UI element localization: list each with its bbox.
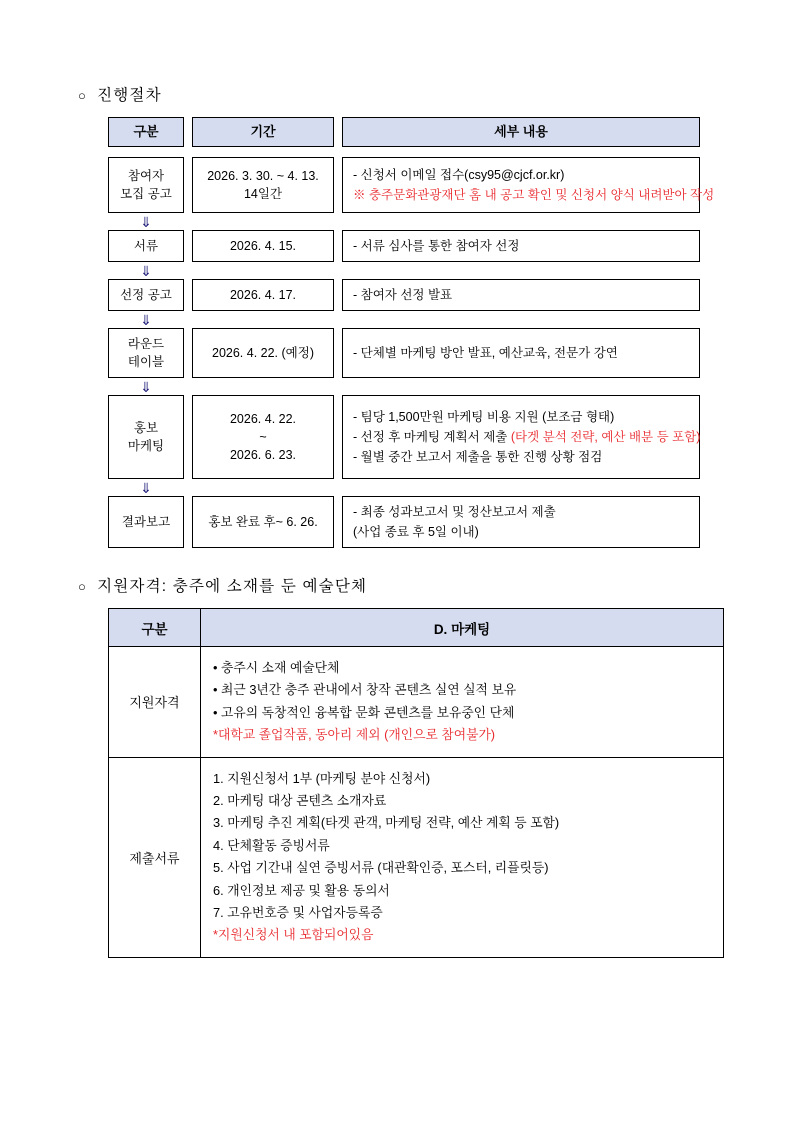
- list-item: 6. 개인정보 제공 및 활용 동의서: [213, 882, 390, 898]
- list-item: • 고유의 독창적인 융복합 문화 콘텐츠를 보유중인 단체: [213, 704, 515, 720]
- process-period-line: 2026. 4. 22.: [229, 411, 297, 426]
- process-step-column: [108, 395, 184, 496]
- process-period-cell: [192, 496, 334, 548]
- process-table: [108, 117, 723, 548]
- process-row: [108, 328, 723, 395]
- process-step-label: 결과보고: [121, 514, 171, 529]
- process-step-cell: [108, 279, 184, 311]
- process-detail-cell: [342, 157, 715, 213]
- process-step-cell: [108, 395, 184, 479]
- content-list: [213, 657, 711, 747]
- process-table-header-row: [108, 117, 723, 147]
- process-step-label: 홍보: [133, 420, 159, 435]
- process-detail-line: - 월별 중간 보고서 제출을 통한 진행 상황 점검: [353, 450, 603, 465]
- process-period-line: 2026. 4. 17.: [229, 287, 297, 302]
- down-arrow-icon: ⇓: [140, 479, 152, 496]
- row-content-cell: [201, 757, 724, 957]
- list-item: *지원신청서 내 포함되어있음: [213, 927, 374, 943]
- process-detail-cell: [342, 279, 700, 311]
- process-period-line: 2026. 4. 22. (예정): [212, 345, 314, 360]
- process-step-label: 모집 공고: [120, 187, 172, 201]
- section-title: 진행절차: [97, 87, 162, 104]
- process-step-column: [108, 157, 184, 230]
- down-arrow-icon: ⇓: [140, 311, 152, 328]
- list-item: *대학교 졸업작품, 동아리 제외 (개인으로 참여불가): [213, 727, 496, 743]
- process-period-cell: [192, 157, 334, 213]
- section-heading-process: [78, 83, 723, 105]
- process-detail-cell: [342, 496, 700, 548]
- process-period-line: 2026. 3. 30. ~ 4. 13.: [207, 168, 319, 183]
- list-item: 1. 지원신청서 1부 (마케팅 분야 신청서): [213, 770, 431, 786]
- process-step-column: [108, 230, 184, 279]
- process-step-cell: [108, 157, 184, 213]
- process-detail-line: ※ 충주문화관광재단 홈 내 공고 확인 및 신청서 양식 내려받아 작성: [353, 188, 715, 202]
- process-step-label: 서류: [133, 238, 159, 253]
- content-list: [213, 768, 711, 947]
- down-arrow-icon: ⇓: [140, 262, 152, 279]
- process-detail-line: - 서류 심사를 통한 참여자 선정: [353, 238, 520, 253]
- down-arrow-icon: ⇓: [140, 378, 152, 395]
- process-step-cell: [108, 328, 184, 378]
- header-cell-category: 구분: [108, 117, 184, 147]
- process-detail-line: - 단체별 마케팅 방안 발표, 예산교육, 전문가 강연: [353, 345, 618, 360]
- process-row: [108, 496, 723, 548]
- list-item: • 충주시 소재 예술단체: [213, 660, 340, 675]
- process-period-cell: [192, 395, 334, 479]
- section-heading-eligibility: [78, 574, 723, 596]
- process-detail-line: - 선정 후 마케팅 계획서 제출 (타겟 분석 전략, 예산 배분 등 포함): [353, 429, 701, 444]
- list-item: 5. 사업 기간내 실연 증빙서류 (대관확인증, 포스터, 리플릿등): [213, 860, 549, 876]
- process-row: [108, 395, 723, 496]
- table-row: [109, 647, 724, 758]
- header-cell-category: 구분: [109, 609, 201, 647]
- process-period-line: 14일간: [243, 187, 283, 201]
- process-period-cell: [192, 279, 334, 311]
- row-content-cell: [201, 647, 724, 758]
- bullet-icon: ○: [78, 579, 88, 594]
- process-step-label: 테이블: [127, 355, 165, 369]
- process-period-line: 2026. 4. 15.: [229, 238, 297, 253]
- list-item: 7. 고유번호증 및 사업자등록증: [213, 904, 383, 920]
- process-detail-cell: [342, 230, 700, 262]
- down-arrow-icon: ⇓: [140, 213, 152, 230]
- process-step-cell: [108, 230, 184, 262]
- process-detail-cell: [342, 395, 700, 479]
- process-detail-line: - 팀당 1,500만원 마케팅 비용 지원 (보조금 형태): [353, 409, 615, 424]
- process-detail-line: - 참여자 선정 발표: [353, 287, 453, 302]
- list-item: 4. 단체활동 증빙서류: [213, 837, 330, 853]
- list-item: 2. 마케팅 대상 콘텐츠 소개자료: [213, 792, 387, 808]
- process-step-label: 선정 공고: [120, 287, 172, 302]
- process-period-cell: [192, 230, 334, 262]
- eligibility-table: [108, 608, 724, 958]
- process-step-label: 참여자: [127, 168, 165, 183]
- process-detail-line: - 최종 성과보고서 및 정산보고서 제출: [353, 504, 556, 519]
- process-step-label: 마케팅: [127, 439, 165, 453]
- process-step-column: [108, 328, 184, 395]
- header-cell-track: D. 마케팅: [201, 609, 724, 647]
- process-row: [108, 157, 723, 230]
- bullet-icon: ○: [78, 88, 88, 103]
- table-header-row: [109, 609, 724, 647]
- row-label-cell: 지원자격: [109, 647, 201, 758]
- process-detail-cell: [342, 328, 700, 378]
- process-table-body: [108, 157, 723, 548]
- table-row: [109, 757, 724, 957]
- header-cell-period: 기간: [192, 117, 334, 147]
- process-period-line: 홍보 완료 후~ 6. 26.: [208, 514, 318, 529]
- process-period-line: ~: [259, 429, 267, 444]
- process-step-cell: [108, 496, 184, 548]
- row-label-cell: 제출서류: [109, 757, 201, 957]
- process-detail-line: (사업 종료 후 5일 이내): [353, 525, 479, 539]
- section-title: 지원자격: 충주에 소재를 둔 예술단체: [97, 578, 368, 595]
- process-step-column: [108, 279, 184, 328]
- process-period-cell: [192, 328, 334, 378]
- process-step-label: 라운드: [127, 336, 165, 351]
- process-detail-line: - 신청서 이메일 접수(csy95@cjcf.or.kr): [353, 167, 565, 182]
- eligibility-table-body: [109, 647, 724, 958]
- list-item: • 최근 3년간 충주 관내에서 창작 콘텐츠 실연 실적 보유: [213, 682, 517, 698]
- process-row: [108, 279, 723, 328]
- header-cell-details: 세부 내용: [342, 117, 700, 147]
- process-step-column: [108, 496, 184, 548]
- process-period-line: 2026. 6. 23.: [229, 448, 297, 463]
- process-row: [108, 230, 723, 279]
- list-item: 3. 마케팅 추진 계획(타겟 관객, 마케팅 전략, 예산 계획 등 포함): [213, 815, 560, 831]
